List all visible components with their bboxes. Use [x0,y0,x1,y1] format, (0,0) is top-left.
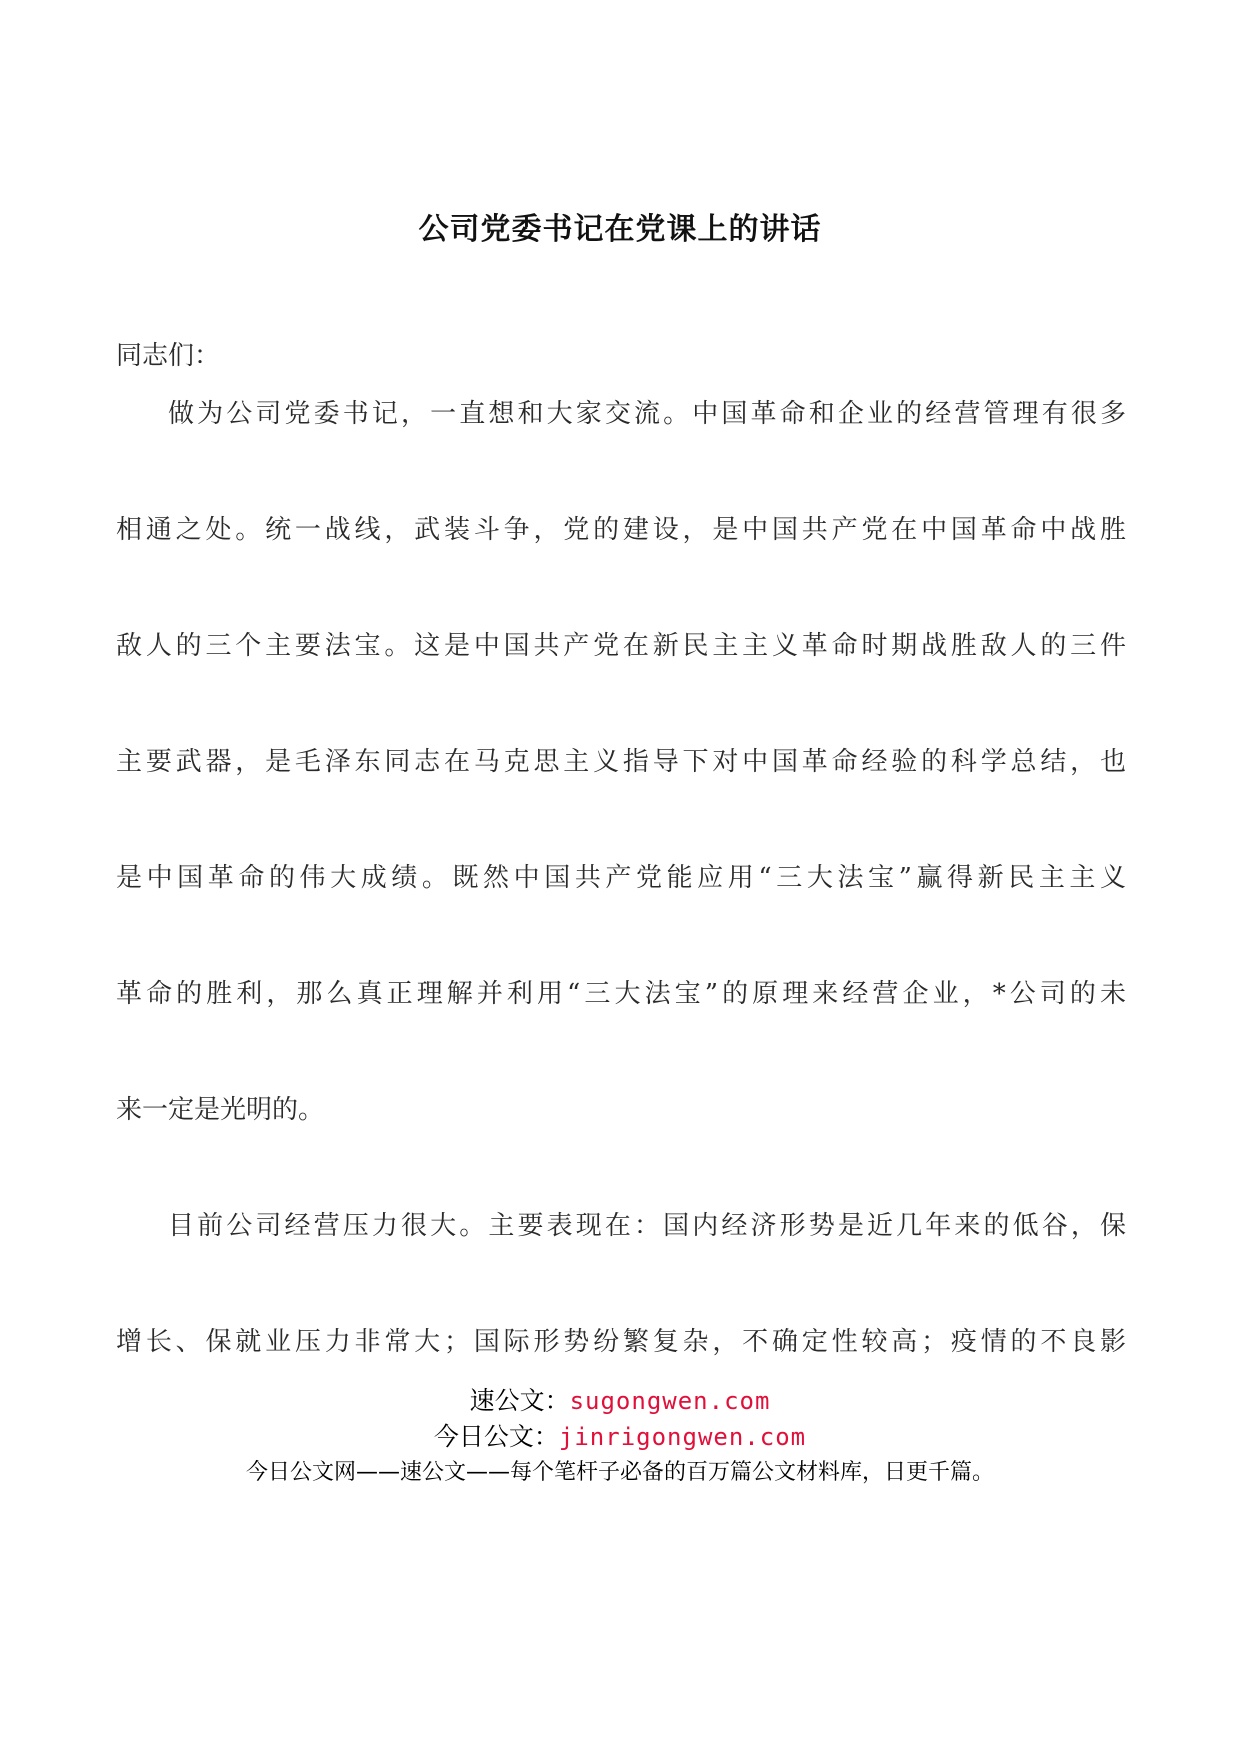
footer-site-2-link[interactable]: jinrigongwen.com [558,1423,807,1451]
paragraph-line: 革命的胜利，那么真正理解并利用“三大法宝”的原理来经营企业，*公司的未 [116,979,1126,1009]
footer-site-2-label: 今日公文： [433,1422,559,1451]
footer-site-1-label: 速公文： [469,1386,570,1415]
paragraph-line: 是中国革命的伟大成绩。既然中国共产党能应用“三大法宝”赢得新民主主义 [116,863,1126,893]
paragraph-line: 目前公司经营压力很大。主要表现在：国内经济形势是近几年来的低谷，保 [168,1211,1126,1241]
paragraph-line: 做为公司党委书记，一直想和大家交流。中国革命和企业的经营管理有很多 [168,399,1126,429]
paragraph-line: 来一定是光明的。 [116,1095,325,1125]
paragraph-line: 相通之处。统一战线，武装斗争，党的建设，是中国共产党在中国革命中战胜 [116,515,1126,545]
footer-site-1 [0,1384,1240,1418]
paragraph-line: 主要武器，是毛泽东同志在马克思主义指导下对中国革命经验的科学总结，也 [116,747,1126,777]
greeting: 同志们： [116,341,221,371]
footer-slogan: 今日公文网——速公文——每个笔杆子必备的百万篇公文材料库，日更千篇。 [245,1460,994,1485]
footer-site-2 [0,1420,1240,1454]
document-title: 公司党委书记在党课上的讲话 [418,212,822,247]
paragraph-line: 敌人的三个主要法宝。这是中国共产党在新民主主义革命时期战胜敌人的三件 [116,631,1126,661]
paragraph-line: 增长、保就业压力非常大；国际形势纷繁复杂，不确定性较高；疫情的不良影 [116,1327,1126,1357]
footer-site-1-link[interactable]: sugongwen.com [569,1387,771,1415]
